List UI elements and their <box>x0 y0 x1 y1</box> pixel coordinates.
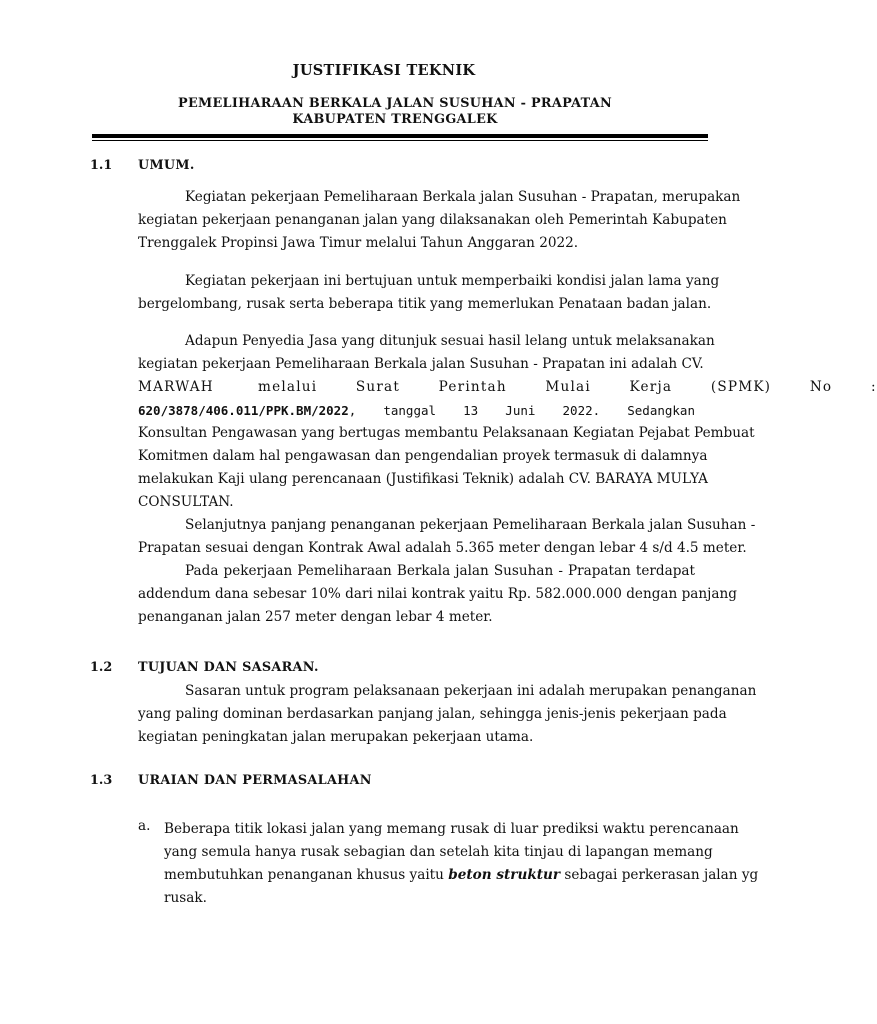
text-line: kegiatan peningkatan jalan merupakan pekerjaan utama. <box>138 729 534 745</box>
text-line: rusak. <box>164 890 207 906</box>
header-rule-thick <box>92 134 708 138</box>
section-number: 1.3 <box>90 773 113 788</box>
text-line: Komitmen dalam hal pengawasan dan pengendalian proyek termasuk di dalamnya <box>138 448 708 464</box>
document-title: JUSTIFIKASI TEKNIK <box>292 62 476 79</box>
text-line: MARWAH melalui Surat Perintah Mulai Kerja (SPMK) No : <box>138 379 877 395</box>
text-line: yang semula hanya rusak sebagian dan setelah kita tinjau di lapangan memang <box>164 844 713 860</box>
header-rule-thin <box>92 140 708 141</box>
text-line: Kegiatan pekerjaan Pemeliharaan Berkala jalan Susuhan - Prapatan, merupakan <box>185 189 741 205</box>
text-line: Konsultan Pengawasan yang bertugas membantu Pelaksanaan Kegiatan Pejabat Pembuat <box>138 425 755 441</box>
text-line: kegiatan pekerjaan Pemeliharaan Berkala jalan Susuhan - Prapatan ini adalah CV. <box>138 356 704 372</box>
text-line: addendum dana sebesar 10% dari nilai kontrak yaitu Rp. 582.000.000 dengan panjang <box>138 586 737 602</box>
spmk-number: 620/3878/406.011/PPK.BM/2022 <box>138 403 349 418</box>
text-line: Selanjutnya panjang penanganan pekerjaan Pemeliharaan Berkala jalan Susuhan - <box>185 517 756 533</box>
text-line: Beberapa titik lokasi jalan yang memang rusak di luar prediksi waktu perencanaan <box>164 821 739 837</box>
list-item-marker: a. <box>138 818 151 834</box>
text-line: kegiatan pekerjaan penanganan jalan yang dilaksanakan oleh Pemerintah Kabupaten <box>138 212 727 228</box>
list-item <box>164 818 759 910</box>
text-line: CONSULTAN. <box>138 494 234 510</box>
paragraph <box>138 330 877 514</box>
text-line: Adapun Penyedia Jasa yang ditunjuk sesuai hasil lelang untuk melaksanakan <box>185 333 715 349</box>
text-line: penanganan jalan 257 meter dengan lebar 4 meter. <box>138 609 493 625</box>
section-number: 1.2 <box>90 660 113 675</box>
text-line: Prapatan sesuai dengan Kontrak Awal adalah 5.365 meter dengan lebar 4 s/d 4.5 meter. <box>138 540 747 556</box>
emphasis-beton-struktur: beton struktur <box>448 867 561 883</box>
text-line: bergelombang, rusak serta beberapa titik yang memerlukan Penataan badan jalan. <box>138 296 712 312</box>
paragraph <box>138 186 741 255</box>
text-line: 620/3878/406.011/PPK.BM/2022, tanggal 13 Juni 2022. Sedangkan <box>138 403 695 418</box>
text-line: Sasaran untuk program pelaksanaan pekerjaan ini adalah merupakan penanganan <box>185 683 757 699</box>
paragraph <box>138 514 756 560</box>
subtitle-line-1: PEMELIHARAAN BERKALA JALAN SUSUHAN - PRAPATAN <box>178 96 612 111</box>
document-subtitle <box>0 96 790 128</box>
paragraph <box>138 560 737 629</box>
text-line: membutuhkan penanganan khusus yaitu beton struktur sebagai perkerasan jalan yg <box>164 867 759 883</box>
text-line: Trenggalek Propinsi Jawa Timur melalui Tahun Anggaran 2022. <box>138 235 579 251</box>
subtitle-line-2: KABUPATEN TRENGGALEK <box>292 112 498 127</box>
section-title: TUJUAN DAN SASARAN. <box>138 660 319 675</box>
text-line: yang paling dominan berdasarkan panjang jalan, sehingga jenis-jenis pekerjaan pada <box>138 706 727 722</box>
paragraph <box>138 270 720 316</box>
section-number: 1.1 <box>90 158 113 173</box>
section-title: URAIAN DAN PERMASALAHAN <box>138 773 372 788</box>
text-line: melakukan Kaji ulang perencanaan (Justifikasi Teknik) adalah CV. BARAYA MULYA <box>138 471 708 487</box>
paragraph <box>138 680 757 749</box>
text-line: Kegiatan pekerjaan ini bertujuan untuk memperbaiki kondisi jalan lama yang <box>185 273 720 289</box>
text-line: Pada pekerjaan Pemeliharaan Berkala jalan Susuhan - Prapatan terdapat <box>185 563 695 579</box>
section-title: UMUM. <box>138 158 195 173</box>
